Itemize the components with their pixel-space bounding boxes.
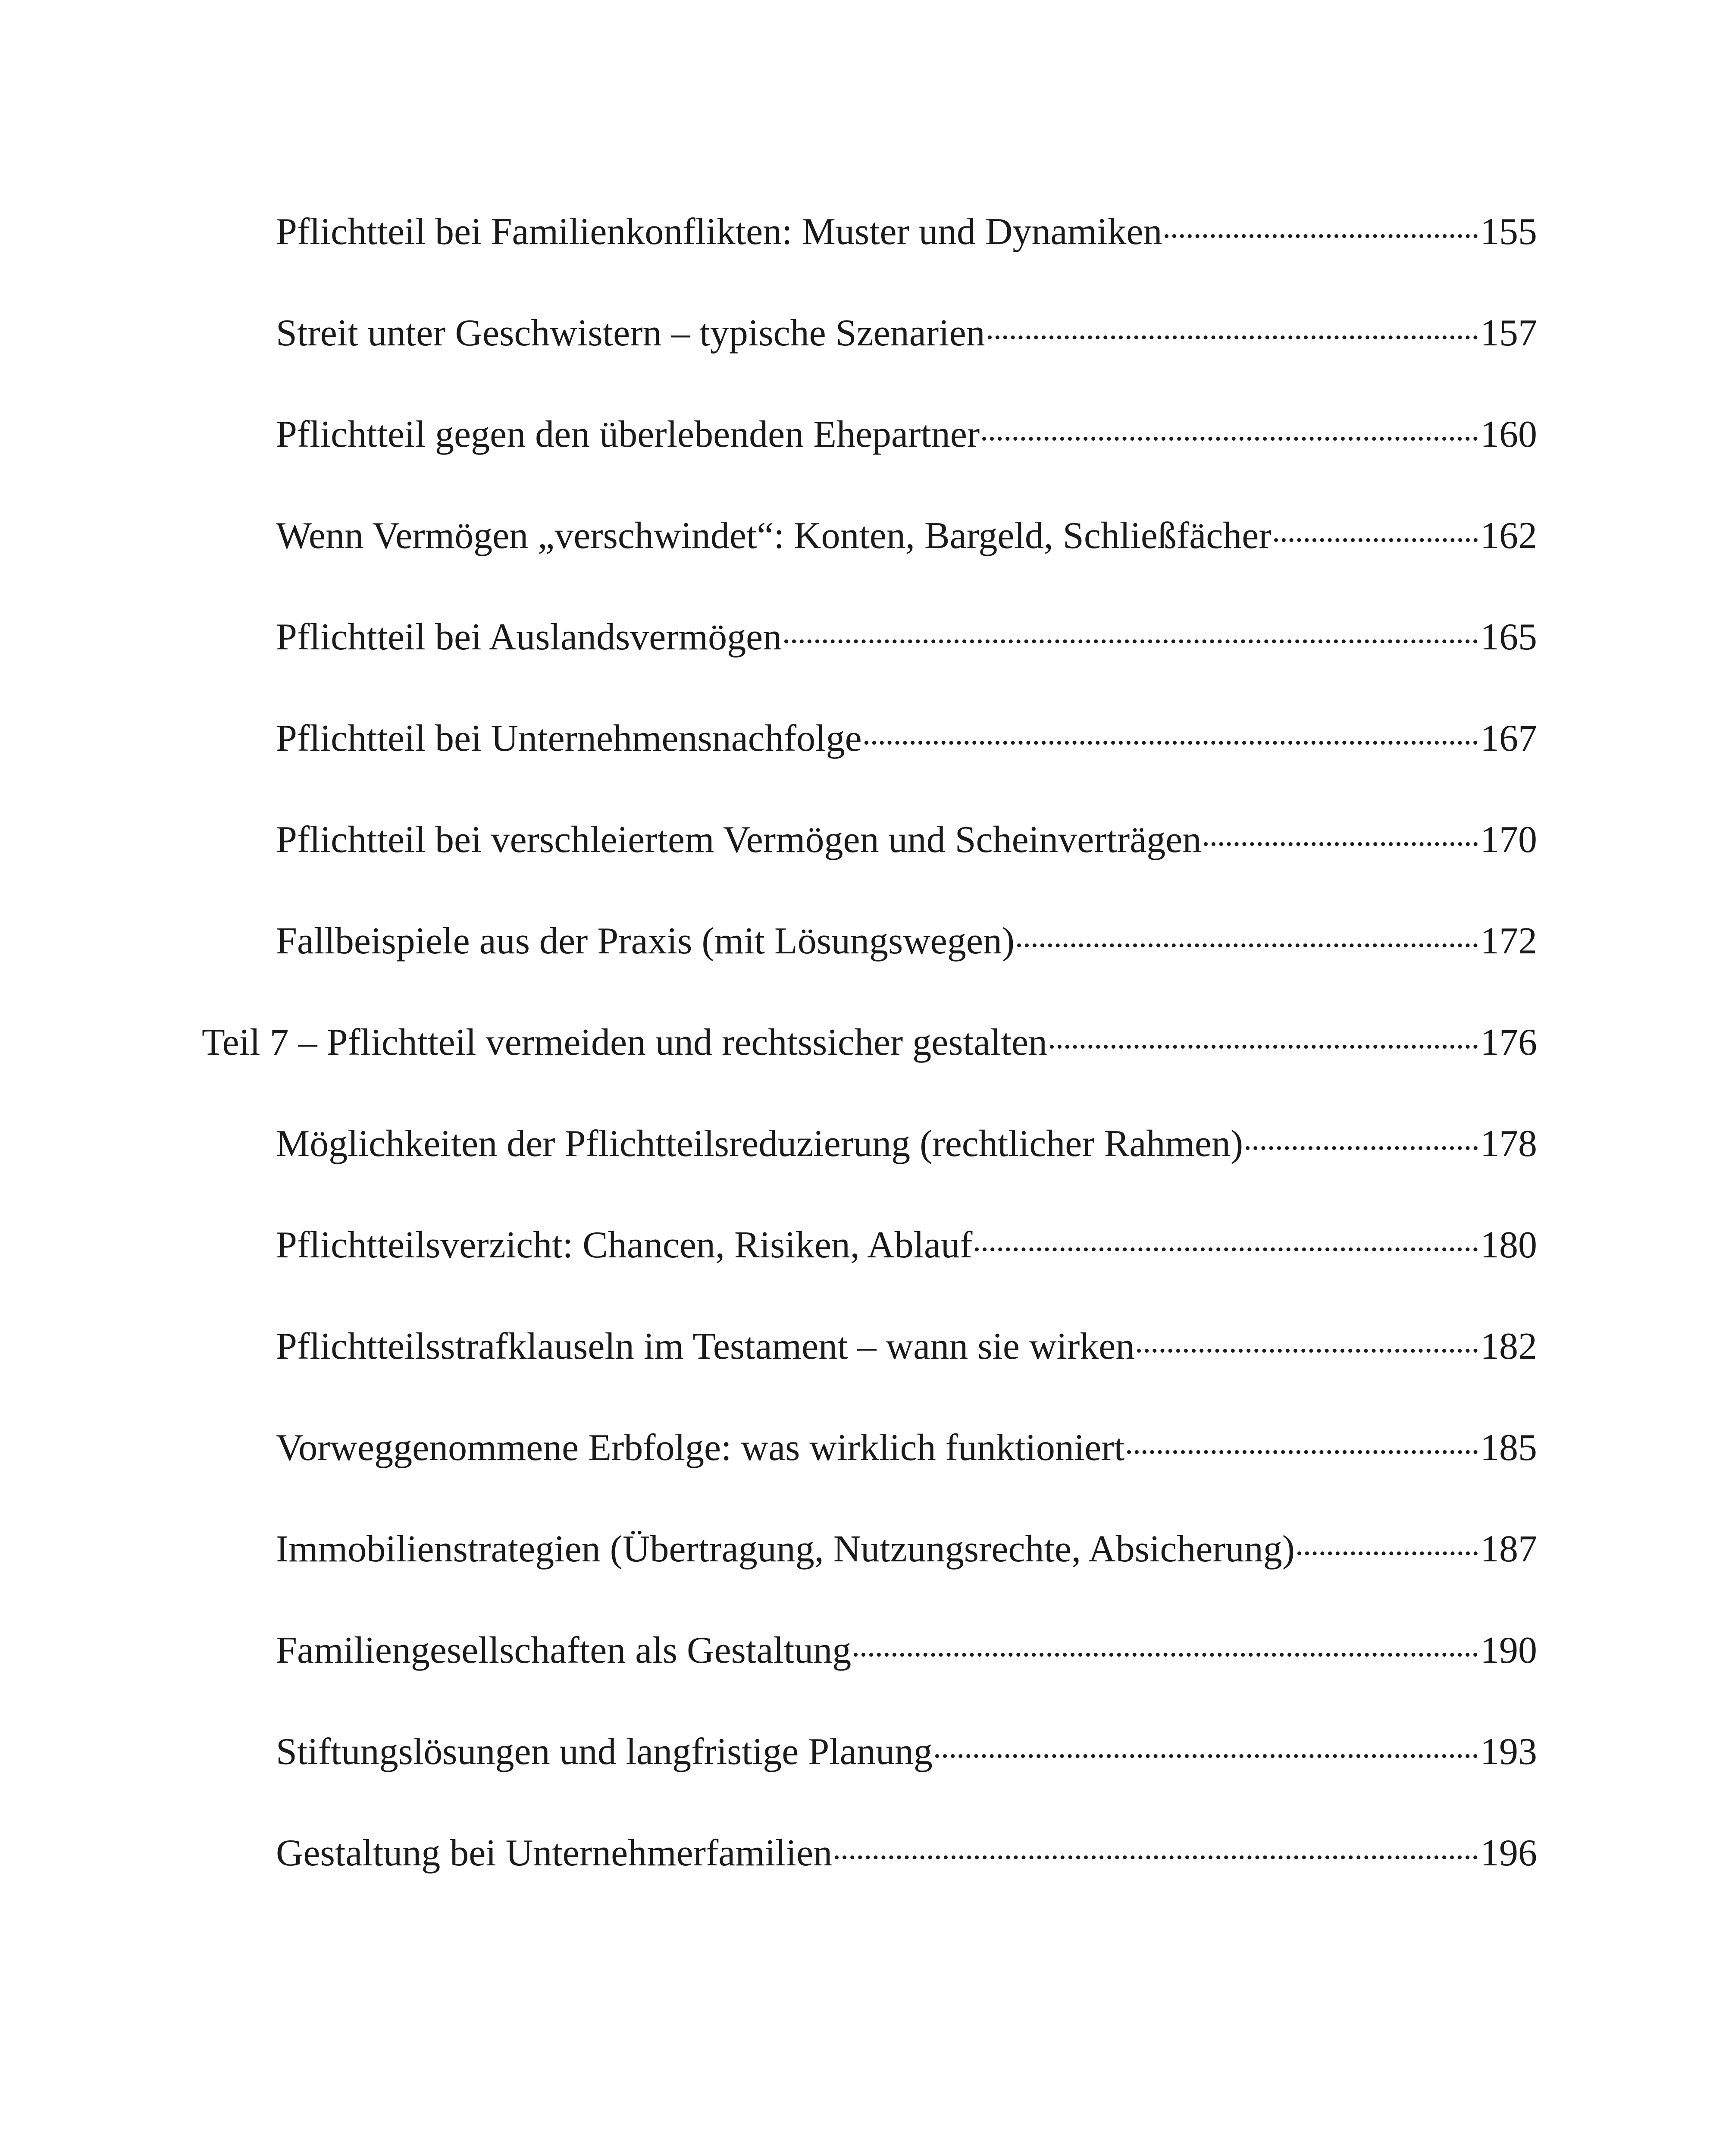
toc-entry-title: Vorweggenommene Erbfolge: was wirklich funktioniert [276, 1427, 1125, 1469]
dot-leader [935, 1754, 1478, 1758]
toc-entry[interactable] [276, 1116, 1537, 1172]
toc-entry-title: Pflichtteil gegen den überlebenden Ehepartner [276, 414, 980, 455]
dot-leader [864, 741, 1478, 745]
toc-entry-title: Stiftungslösungen und langfristige Planung [276, 1731, 933, 1773]
toc-entry-title: Pflichtteil bei Unternehmensnachfolge [276, 718, 862, 759]
toc-entry[interactable] [276, 1319, 1537, 1375]
toc-entry-title: Pflichtteil bei verschleiertem Vermögen und Scheinverträgen [276, 819, 1202, 861]
toc-entry-title: Pflichtteilsverzicht: Chancen, Risiken, Ablauf [276, 1224, 973, 1266]
dot-leader [1297, 1551, 1478, 1555]
toc-entry-page: 196 [1480, 1832, 1537, 1874]
toc-entry[interactable] [276, 812, 1537, 868]
toc-entry[interactable] [276, 913, 1537, 969]
dot-leader [1246, 1146, 1478, 1150]
toc-entry-page: 182 [1480, 1326, 1537, 1367]
toc-entry[interactable] [276, 1521, 1537, 1577]
toc-entry-page: 176 [1480, 1022, 1537, 1063]
dot-leader [1204, 842, 1478, 846]
toc-entry-title: Pflichtteil bei Familienkonflikten: Muster und Dynamiken [276, 211, 1162, 253]
toc-entry[interactable] [276, 1724, 1537, 1780]
dot-leader [982, 437, 1478, 441]
toc-entry-page: 180 [1480, 1224, 1537, 1266]
dot-leader [784, 639, 1478, 643]
toc-entry-title: Fallbeispiele aus der Praxis (mit Lösungswegen) [276, 920, 1015, 962]
toc-entry-title: Möglichkeiten der Pflichtteilsreduzierung (rechtlicher Rahmen) [276, 1123, 1243, 1165]
toc-entry[interactable] [276, 407, 1537, 463]
toc-entry-title: Pflichtteilsstrafklauseln im Testament – wann sie wirken [276, 1326, 1135, 1367]
dot-leader [1165, 234, 1478, 238]
toc-entry-page: 165 [1480, 616, 1537, 658]
dot-leader [1017, 943, 1478, 947]
dot-leader [1137, 1349, 1478, 1353]
dot-leader [854, 1653, 1478, 1657]
toc-entry[interactable] [276, 1420, 1537, 1476]
toc-entry[interactable] [276, 305, 1537, 361]
toc-entry-title: Familiengesellschaften als Gestaltung [276, 1630, 852, 1671]
toc-entry-page: 155 [1480, 211, 1537, 253]
dot-leader [1050, 1045, 1478, 1049]
toc-part-entry[interactable] [202, 1015, 1537, 1071]
toc-entry[interactable] [276, 508, 1537, 564]
toc-entry-page: 178 [1480, 1123, 1537, 1165]
toc-entry-title: Pflichtteil bei Auslandsvermögen [276, 616, 782, 658]
toc-entry-page: 160 [1480, 414, 1537, 455]
toc-entry-page: 187 [1480, 1528, 1537, 1570]
dot-leader [988, 335, 1478, 339]
toc-entry-title: Teil 7 – Pflichtteil vermeiden und rechtssicher gestalten [202, 1022, 1048, 1063]
toc-entry-page: 193 [1480, 1731, 1537, 1773]
toc-entry[interactable] [276, 1623, 1537, 1679]
toc-entry-title: Wenn Vermögen „verschwindet“: Konten, Bargeld, Schließfächer [276, 515, 1272, 557]
toc-entry-page: 185 [1480, 1427, 1537, 1469]
toc-entry[interactable] [276, 1217, 1537, 1273]
toc-entry-title: Immobilienstrategien (Übertragung, Nutzungsrechte, Absicherung) [276, 1528, 1295, 1570]
toc-entry[interactable] [276, 204, 1537, 260]
toc-entry-page: 170 [1480, 819, 1537, 861]
dot-leader [1274, 538, 1478, 542]
toc-entry-page: 190 [1480, 1630, 1537, 1671]
toc-entry-page: 162 [1480, 515, 1537, 557]
dot-leader [1127, 1450, 1478, 1454]
toc-entry-page: 157 [1480, 312, 1537, 354]
toc-entry-title: Gestaltung bei Unternehmerfamilien [276, 1832, 833, 1874]
toc-entry-page: 172 [1480, 920, 1537, 962]
toc-entry-page: 167 [1480, 718, 1537, 759]
dot-leader [975, 1247, 1478, 1251]
toc-entry[interactable] [276, 1825, 1537, 1881]
toc-entry-title: Streit unter Geschwistern – typische Szenarien [276, 312, 985, 354]
toc-entry[interactable] [276, 711, 1537, 767]
toc-entry[interactable] [276, 609, 1537, 665]
dot-leader [835, 1855, 1478, 1859]
